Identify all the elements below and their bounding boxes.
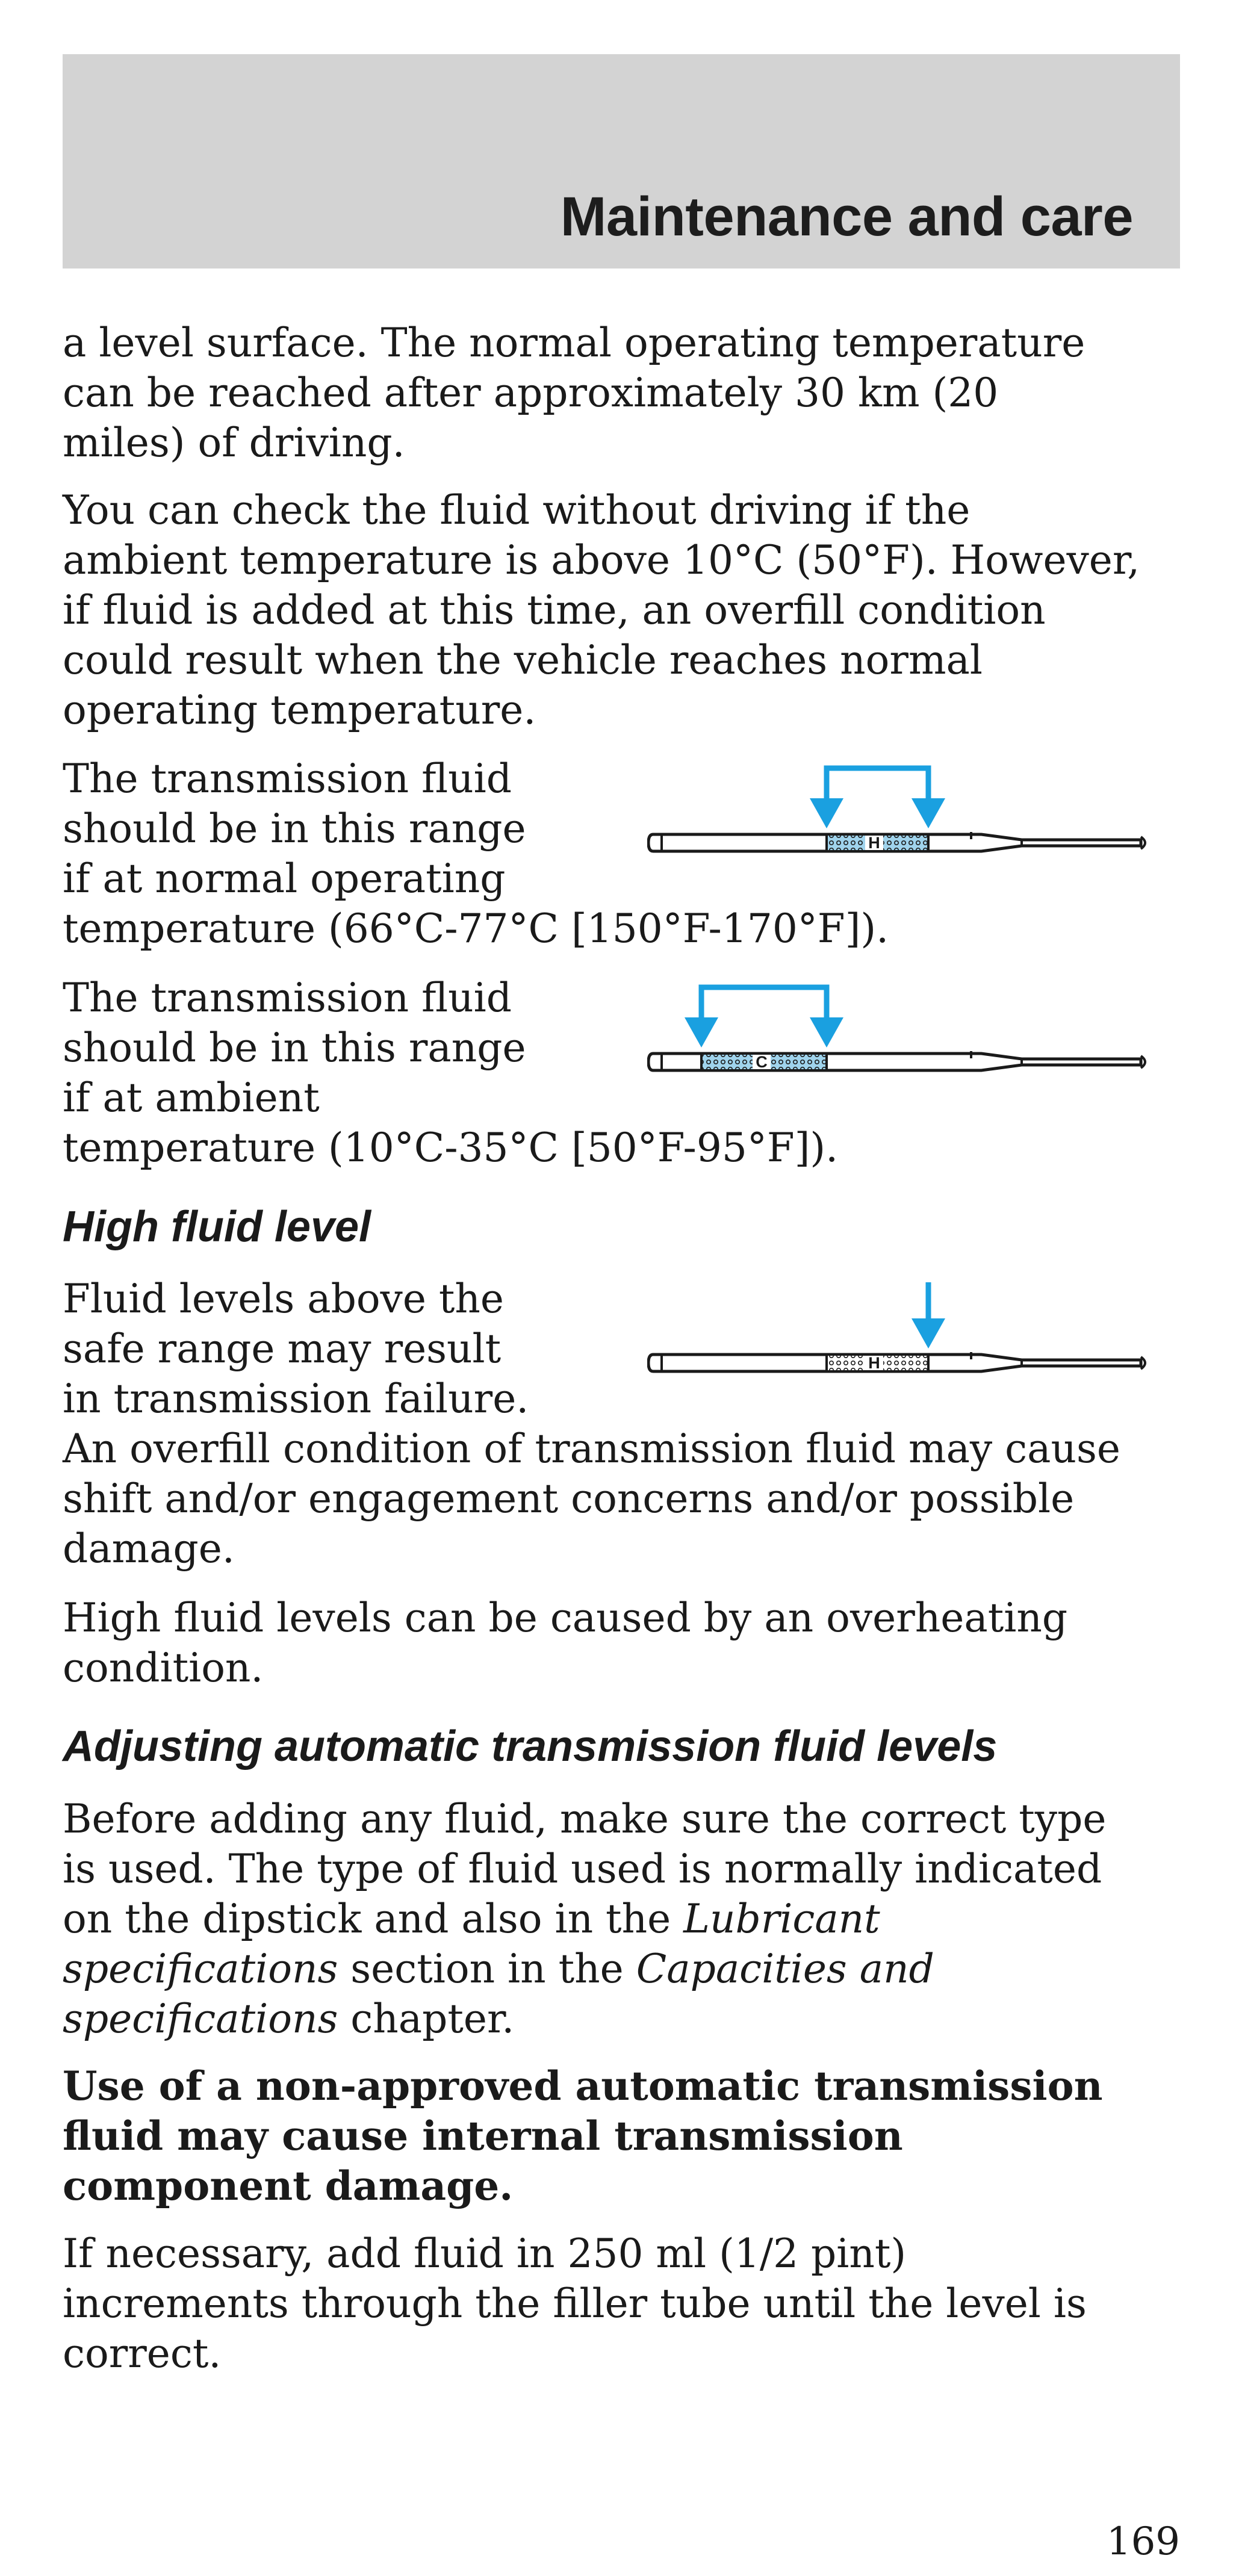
dipstick-mark-label: H bbox=[868, 834, 880, 852]
capacities-ref: Capacities and bbox=[636, 1946, 934, 1992]
dipstick-icon bbox=[648, 1352, 1145, 1371]
high-fluid-line-4: An overfill condition of transmission fluid may cause bbox=[63, 1426, 1120, 1472]
overheat-line-1: High fluid levels can be caused by an overheating bbox=[63, 1595, 1068, 1641]
adjusting-heading: Adjusting automatic transmission fluid levels bbox=[63, 1722, 998, 1771]
normal-range-line-1: The transmission fluid bbox=[63, 756, 512, 802]
dipstick-overfill-figure bbox=[647, 1280, 1153, 1394]
range-arrow-icon bbox=[685, 987, 843, 1047]
intro-line-3: miles) of driving. bbox=[63, 420, 405, 466]
ambient-range-line-3: if at ambient bbox=[63, 1075, 320, 1121]
adjusting-line-2: is used. The type of fluid used is normally indicated bbox=[63, 1846, 1102, 1892]
normal-range-line-3: if at normal operating bbox=[63, 855, 506, 902]
dipstick-mark-label: H bbox=[868, 1354, 880, 1372]
page-number: 169 bbox=[1106, 2519, 1180, 2564]
ambient-line-3: if fluid is added at this time, an overfill condition bbox=[63, 587, 1046, 633]
high-fluid-line-6: damage. bbox=[63, 1525, 235, 1572]
specifications-chapter-ref: specifications bbox=[63, 1996, 338, 2042]
high-fluid-line-1: Fluid levels above the bbox=[63, 1276, 504, 1322]
ambient-line-1: You can check the fluid without driving if the bbox=[63, 487, 971, 533]
dipstick-cold-figure bbox=[647, 979, 1153, 1093]
ambient-line-2: ambient temperature is above 10°C (50°F). However, bbox=[63, 537, 1140, 583]
ambient-range-line-1: The transmission fluid bbox=[63, 975, 512, 1021]
ambient-line-4: could result when the vehicle reaches normal bbox=[63, 637, 983, 683]
adjusting-line-5: specifications chapter. bbox=[63, 1996, 515, 2042]
high-fluid-line-5: shift and/or engagement concerns and/or possible bbox=[63, 1476, 1075, 1522]
high-fluid-line-3: in transmission failure. bbox=[63, 1376, 529, 1422]
normal-range-line-4: temperature (66°C-77°C [150°F-170°F]). bbox=[63, 905, 889, 952]
page-header bbox=[63, 54, 1180, 268]
adjusting-line-1: Before adding any fluid, make sure the correct type bbox=[63, 1796, 1107, 1842]
specifications-ref: specifications bbox=[63, 1946, 338, 1992]
add-fluid-line-3: correct. bbox=[63, 2330, 222, 2377]
add-fluid-line-2: increments through the filler tube until the level is bbox=[63, 2280, 1087, 2327]
adjusting-line-4: specifications section in the Capacities and bbox=[63, 1946, 934, 1992]
ambient-range-line-4: temperature (10°C-35°C [50°F-95°F]). bbox=[63, 1125, 839, 1171]
warning-line-1: Use of a non-approved automatic transmission bbox=[63, 2062, 1103, 2109]
dipstick-icon bbox=[648, 1051, 1145, 1070]
dipstick-mark-label: C bbox=[756, 1053, 768, 1071]
warning-line-2: fluid may cause internal transmission bbox=[63, 2112, 903, 2159]
range-arrow-icon bbox=[810, 768, 945, 828]
high-fluid-line-2: safe range may result bbox=[63, 1326, 502, 1372]
warning-line-3: component damage. bbox=[63, 2162, 514, 2209]
section-title: Maintenance and care bbox=[560, 186, 1133, 247]
level-arrow-icon bbox=[912, 1282, 945, 1349]
dipstick-icon bbox=[648, 832, 1145, 851]
high-fluid-heading: High fluid level bbox=[63, 1203, 371, 1251]
ambient-range-line-2: should be in this range bbox=[63, 1025, 526, 1071]
adjusting-line-3: on the dipstick and also in the Lubricant bbox=[63, 1896, 880, 1942]
add-fluid-line-1: If necessary, add fluid in 250 ml (1/2 pint) bbox=[63, 2230, 907, 2277]
normal-range-line-2: should be in this range bbox=[63, 805, 526, 852]
ambient-line-5: operating temperature. bbox=[63, 687, 536, 733]
lubricant-ref: Lubricant bbox=[683, 1896, 880, 1942]
intro-line-1: a level surface. The normal operating temperature bbox=[63, 320, 1085, 366]
dipstick-hot-figure bbox=[647, 760, 1153, 874]
overheat-line-2: condition. bbox=[63, 1645, 264, 1691]
intro-line-2: can be reached after approximately 30 km (20 bbox=[63, 370, 999, 416]
